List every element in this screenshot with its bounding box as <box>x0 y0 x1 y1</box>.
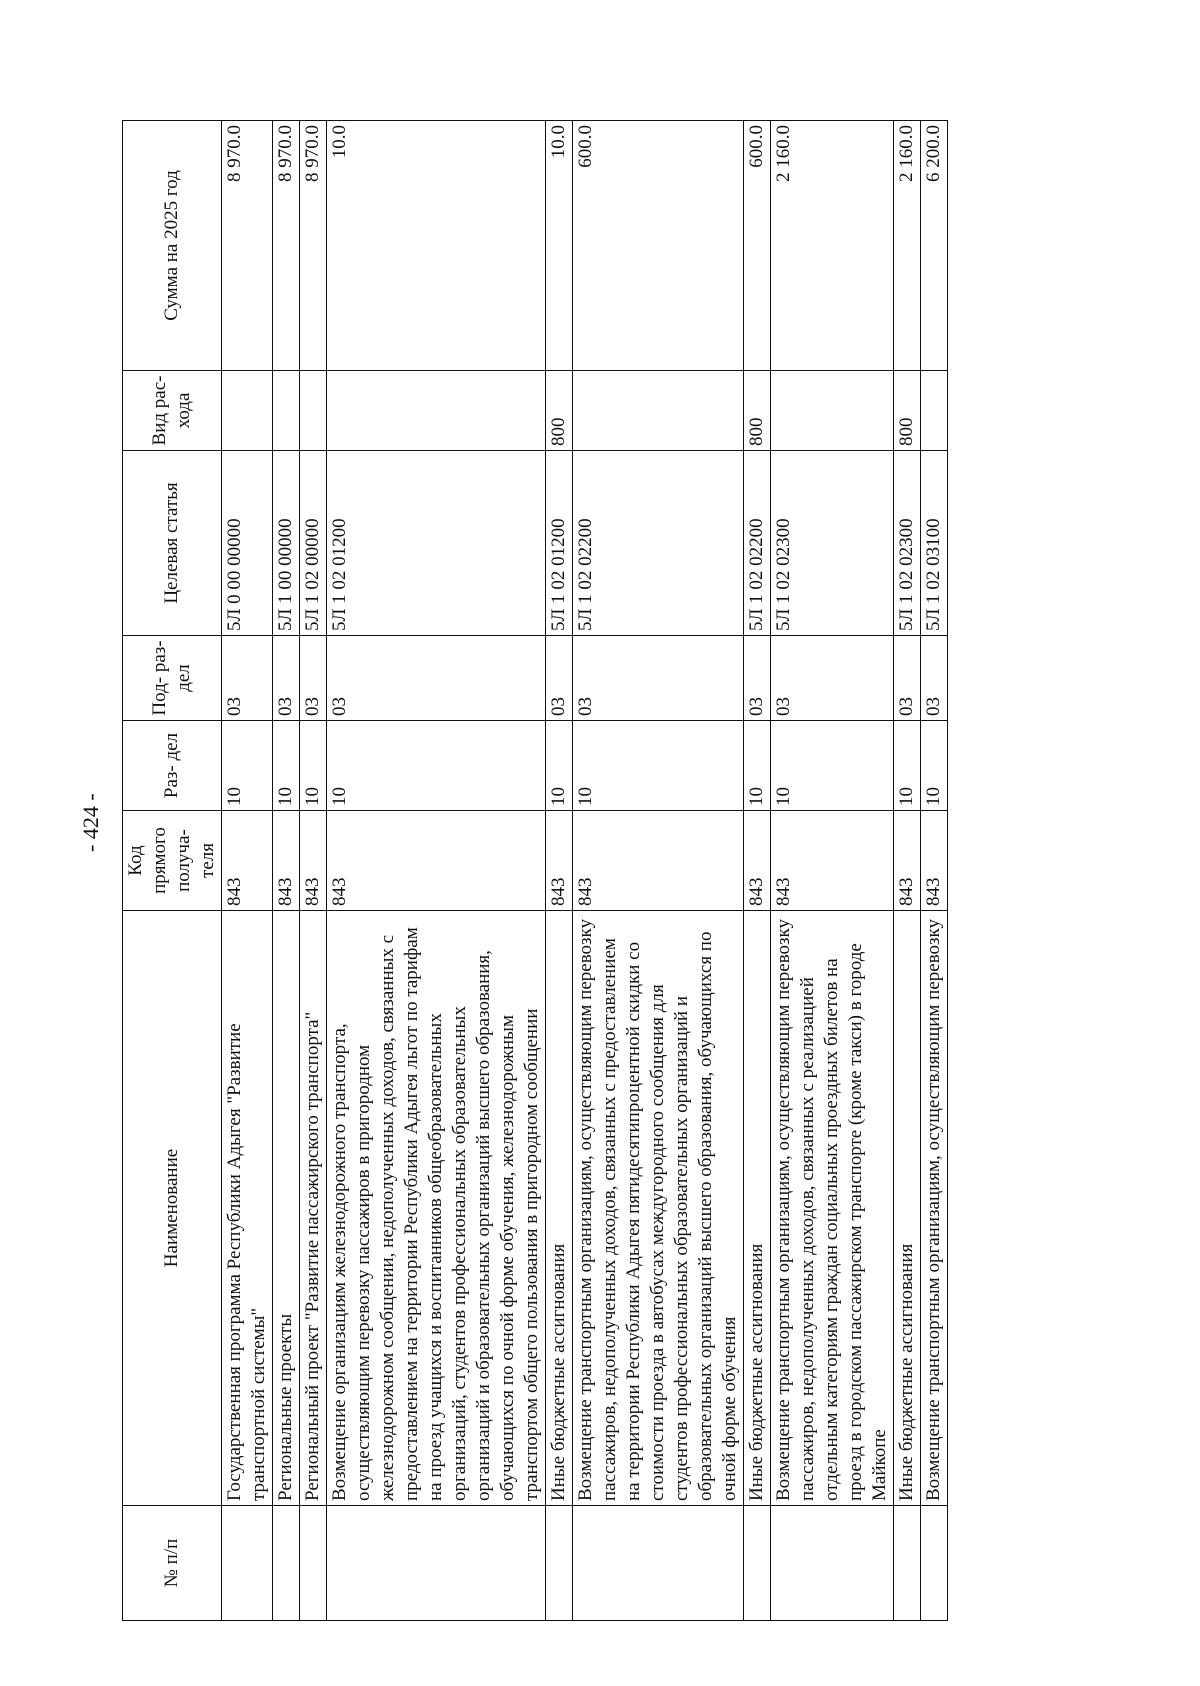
row-num-cell <box>273 1506 300 1621</box>
table-row <box>273 121 300 1621</box>
row-target-article-cell: 5Л 0 00 00000 <box>222 451 273 636</box>
row-recipient-code-cell: 843 <box>573 811 744 911</box>
row-subsection-cell: 03 <box>222 636 273 721</box>
row-target-article-cell: 5Л 1 02 01200 <box>546 451 573 636</box>
table-row <box>771 121 894 1621</box>
row-section-cell: 10 <box>921 721 948 811</box>
row-num-cell <box>573 1506 744 1621</box>
row-num-cell <box>222 1506 273 1621</box>
row-subsection-cell: 03 <box>921 636 948 721</box>
table-row <box>573 121 744 1621</box>
row-name-cell: Иные бюджетные ассигнования <box>744 911 771 1506</box>
row-section-cell: 10 <box>573 721 744 811</box>
row-sum-cell: 2 160.0 <box>771 121 894 371</box>
row-recipient-code-cell: 843 <box>921 811 948 911</box>
row-subsection-cell: 03 <box>300 636 327 721</box>
row-sum-cell: 600.0 <box>573 121 744 371</box>
row-target-article-cell: 5Л 1 02 03100 <box>921 451 948 636</box>
table-body <box>222 121 948 1621</box>
header-section: Раз- дел <box>123 721 222 811</box>
row-expense-type-cell: 800 <box>894 371 921 451</box>
header-recipient-code: Код прямого получа- теля <box>123 811 222 911</box>
table-row <box>744 121 771 1621</box>
header-expense-type: Вид рас- хода <box>123 371 222 451</box>
header-num: № п/п <box>123 1506 222 1621</box>
row-section-cell: 10 <box>744 721 771 811</box>
row-num-cell <box>921 1506 948 1621</box>
row-expense-type-cell <box>273 371 300 451</box>
row-subsection-cell: 03 <box>546 636 573 721</box>
row-sum-cell: 10.0 <box>327 121 546 371</box>
table-row <box>546 121 573 1621</box>
header-sum-2025: Сумма на 2025 год <box>123 121 222 371</box>
row-expense-type-cell <box>921 371 948 451</box>
row-num-cell <box>894 1506 921 1621</box>
row-section-cell: 10 <box>300 721 327 811</box>
table-row <box>921 121 948 1621</box>
row-sum-cell: 2 160.0 <box>894 121 921 371</box>
row-recipient-code-cell: 843 <box>273 811 300 911</box>
table-row <box>222 121 273 1621</box>
row-recipient-code-cell: 843 <box>546 811 573 911</box>
row-target-article-cell: 5Л 1 02 02300 <box>771 451 894 636</box>
row-name-cell: Региональные проекты <box>273 911 300 1506</box>
row-num-cell <box>327 1506 546 1621</box>
row-target-article-cell: 5Л 1 02 00000 <box>300 451 327 636</box>
row-section-cell: 10 <box>222 721 273 811</box>
row-recipient-code-cell: 843 <box>744 811 771 911</box>
row-num-cell <box>300 1506 327 1621</box>
row-expense-type-cell: 800 <box>546 371 573 451</box>
row-section-cell: 10 <box>273 721 300 811</box>
row-section-cell: 10 <box>771 721 894 811</box>
row-subsection-cell: 03 <box>744 636 771 721</box>
row-sum-cell: 8 970.0 <box>273 121 300 371</box>
row-subsection-cell: 03 <box>273 636 300 721</box>
table-row <box>894 121 921 1621</box>
row-name-cell: Возмещение транспортным организациям, осуществляющим перевозку <box>921 911 948 1506</box>
row-target-article-cell: 5Л 1 02 02300 <box>894 451 921 636</box>
row-section-cell: 10 <box>546 721 573 811</box>
row-num-cell <box>744 1506 771 1621</box>
row-section-cell: 10 <box>327 721 546 811</box>
header-target-article: Целевая статья <box>123 451 222 636</box>
row-target-article-cell: 5Л 1 02 01200 <box>327 451 546 636</box>
table-row <box>327 121 546 1621</box>
row-name-cell: Возмещение транспортным организациям, осуществляющим перевозку пассажиров, недополученных доходов, связанных с реализацией отдельным категориям граждан социальных проездных билетов на проезд в городском пассажирском транспорте (кроме такси) в городе Майкопе <box>771 911 894 1506</box>
row-subsection-cell: 03 <box>573 636 744 721</box>
row-name-cell: Возмещение организациям железнодорожного транспорта, осуществляющим перевозку пассажиров в пригородном железнодорожном сообщении, недополученных доходов, связанных с предоставлением на территории Республики Адыгея льгот по тарифам на проезд учащихся и воспитанников общеобразовательных организаций, студентов профессиональных образовательных организаций и образовательных организаций высшего образования, обучающихся по очной форме обучения, железнодорожным транспортом общего пользования в пригородном сообщении <box>327 911 546 1506</box>
row-recipient-code-cell: 843 <box>327 811 546 911</box>
row-target-article-cell: 5Л 1 02 02200 <box>744 451 771 636</box>
row-expense-type-cell: 800 <box>744 371 771 451</box>
row-target-article-cell: 5Л 1 00 00000 <box>273 451 300 636</box>
header-row <box>123 121 222 1621</box>
row-recipient-code-cell: 843 <box>300 811 327 911</box>
row-name-cell: Иные бюджетные ассигнования <box>546 911 573 1506</box>
row-name-cell: Возмещение транспортным организациям, осуществляющим перевозку пассажиров, недополученных доходов, связанных с предоставлением на территории Республики Адыгея пятидесятипроцентной скидки со стоимости проезда в автобусах междугородного сообщения для студентов профессиональных образовательных организаций и образовательных организаций высшего образования, обучающихся по очной форме обучения <box>573 911 744 1506</box>
row-sum-cell: 8 970.0 <box>300 121 327 371</box>
row-recipient-code-cell: 843 <box>771 811 894 911</box>
header-name: Наименование <box>123 911 222 1506</box>
table-row <box>300 121 327 1621</box>
page-number: - 424 - <box>78 793 103 852</box>
row-recipient-code-cell: 843 <box>894 811 921 911</box>
row-sum-cell: 8 970.0 <box>222 121 273 371</box>
header-subsection: Под- раз- дел <box>123 636 222 721</box>
row-sum-cell: 6 200.0 <box>921 121 948 371</box>
row-target-article-cell: 5Л 1 02 02200 <box>573 451 744 636</box>
budget-table-container <box>122 121 1062 1621</box>
row-expense-type-cell <box>327 371 546 451</box>
row-name-cell: Региональный проект "Развитие пассажирского транспорта" <box>300 911 327 1506</box>
row-subsection-cell: 03 <box>771 636 894 721</box>
row-sum-cell: 600.0 <box>744 121 771 371</box>
row-name-cell: Государственная программа Республики Адыгея "Развитие транспортной системы" <box>222 911 273 1506</box>
row-expense-type-cell <box>573 371 744 451</box>
row-section-cell: 10 <box>894 721 921 811</box>
row-name-cell: Иные бюджетные ассигнования <box>894 911 921 1506</box>
row-sum-cell: 10.0 <box>546 121 573 371</box>
row-expense-type-cell <box>222 371 273 451</box>
row-expense-type-cell <box>300 371 327 451</box>
row-subsection-cell: 03 <box>327 636 546 721</box>
row-subsection-cell: 03 <box>894 636 921 721</box>
row-num-cell <box>546 1506 573 1621</box>
row-num-cell <box>771 1506 894 1621</box>
row-expense-type-cell <box>771 371 894 451</box>
budget-table <box>122 120 948 1621</box>
row-recipient-code-cell: 843 <box>222 811 273 911</box>
